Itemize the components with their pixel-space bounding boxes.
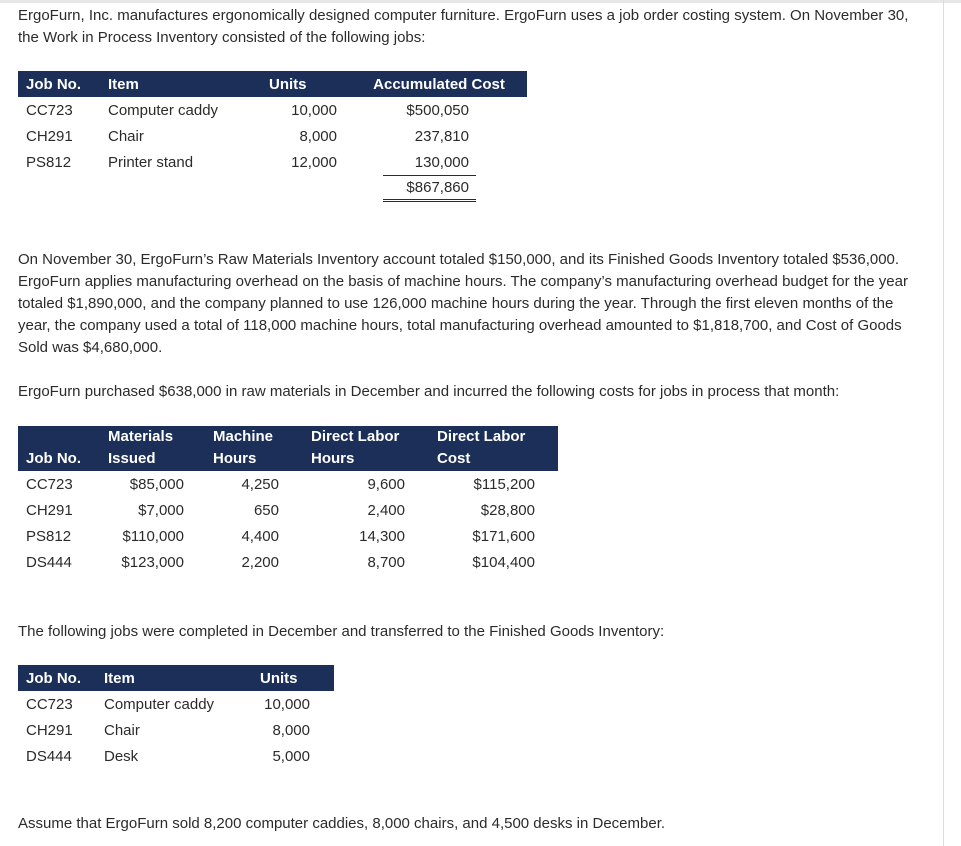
dec-dlc: $104,400: [472, 553, 535, 571]
wip-total: $867,860: [383, 175, 476, 202]
dec-dlh: 2,400: [367, 501, 405, 519]
completed-header-job: Job No.: [18, 665, 104, 691]
wip-header-units: Units: [257, 71, 351, 97]
wip-units: 12,000: [291, 153, 337, 171]
table-row: [18, 549, 558, 575]
dec-dlc: $115,200: [473, 475, 535, 493]
wip-units: 10,000: [291, 101, 337, 119]
dec-materials: $7,000: [138, 501, 184, 519]
overhead-paragraph: On November 30, ErgoFurn’s Raw Materials Inventory account totaled $150,000, and its Finished Goods Inventory totaled $536,000. ErgoFurn applies manufacturing overhead on the basis of machine hours. The company’s manufacturing overhead budget for the year totaled $1,890,000, and the company planned to use 126,000 machine hours during the year. Through the first eleven months of the year, the company used a total of 118,000 machine hours, total manufacturing overhead amounted to $1,818,700, and Cost of Goods Sold was $4,680,000.: [18, 251, 908, 356]
wip-item: Chair: [108, 127, 144, 145]
dec-materials: $110,000: [122, 527, 184, 545]
wip-item: Computer caddy: [108, 101, 219, 119]
table-row: [18, 497, 558, 523]
dec-job: PS812: [26, 527, 72, 545]
completed-item: Chair: [104, 721, 140, 739]
completed-job: DS444: [26, 747, 72, 765]
wip-header-cost: Accumulated Cost: [351, 71, 527, 97]
dec-header-materials: Materials Issued: [108, 426, 213, 471]
completed-units: 10,000: [264, 695, 310, 713]
completed-units: 8,000: [272, 721, 310, 739]
dec-job: DS444: [26, 553, 72, 571]
wip-cost: 130,000: [414, 153, 469, 171]
right-border: [943, 0, 944, 846]
completed-jobs-table: [18, 665, 334, 769]
wip-job: CH291: [26, 127, 73, 145]
wip-cost: $500,050: [406, 101, 469, 119]
wip-cost: 237,810: [414, 127, 469, 145]
dec-machine: 2,200: [241, 553, 279, 571]
wip-job: PS812: [26, 153, 72, 171]
dec-header-dlh: Direct Labor Hours: [311, 426, 437, 471]
dec-job: CC723: [26, 475, 73, 493]
dec-dlc: $28,800: [480, 501, 535, 519]
top-border: [0, 0, 961, 3]
dec-dlc: $171,600: [472, 527, 535, 545]
table-row: [18, 743, 334, 769]
dec-machine: 650: [253, 501, 279, 519]
sales-paragraph: Assume that ErgoFurn sold 8,200 computer caddies, 8,000 chairs, and 4,500 desks in December.: [18, 815, 666, 832]
table-row-total: [18, 175, 527, 202]
table-row: [18, 123, 527, 149]
december-costs-table: [18, 426, 558, 575]
completed-item: Desk: [104, 747, 139, 765]
completed-header-item: Item: [104, 665, 252, 691]
table-row: [18, 97, 527, 123]
dec-dlh: 9,600: [367, 475, 405, 493]
wip-header-job: Job No.: [18, 71, 108, 97]
table-row: [18, 149, 527, 175]
dec-dlh: 8,700: [367, 553, 405, 571]
completed-job: CC723: [26, 695, 73, 713]
table-row: [18, 691, 334, 717]
table-row: [18, 523, 558, 549]
dec-job: CH291: [26, 501, 73, 519]
table-row: [18, 717, 334, 743]
dec-machine: 4,400: [241, 527, 279, 545]
purchases-paragraph: ErgoFurn purchased $638,000 in raw materials in December and incurred the following costs for jobs in process that month:: [18, 383, 840, 400]
completed-item: Computer caddy: [104, 695, 215, 713]
completed-header-units: Units: [252, 665, 334, 691]
completed-paragraph: The following jobs were completed in December and transferred to the Finished Goods Inventory:: [18, 623, 665, 640]
table-row: [18, 471, 558, 497]
dec-header-dlc: Direct Labor Cost: [437, 426, 558, 471]
dec-machine: 4,250: [241, 475, 279, 493]
wip-header-item: Item: [108, 71, 257, 97]
wip-job: CC723: [26, 101, 73, 119]
wip-item: Printer stand: [108, 153, 194, 171]
wip-units: 8,000: [299, 127, 337, 145]
dec-header-machine: Machine Hours: [213, 426, 311, 471]
completed-job: CH291: [26, 721, 73, 739]
dec-dlh: 14,300: [359, 527, 405, 545]
dec-header-job: Job No.: [18, 426, 108, 471]
wip-table: [18, 71, 527, 202]
dec-materials: $123,000: [121, 553, 184, 571]
dec-materials: $85,000: [129, 475, 184, 493]
intro-paragraph: ErgoFurn, Inc. manufactures ergonomically designed computer furniture. ErgoFurn uses a job order costing system. On November 30, the Work in Process Inventory consisted of the following jobs:: [18, 7, 909, 46]
completed-units: 5,000: [272, 747, 310, 765]
